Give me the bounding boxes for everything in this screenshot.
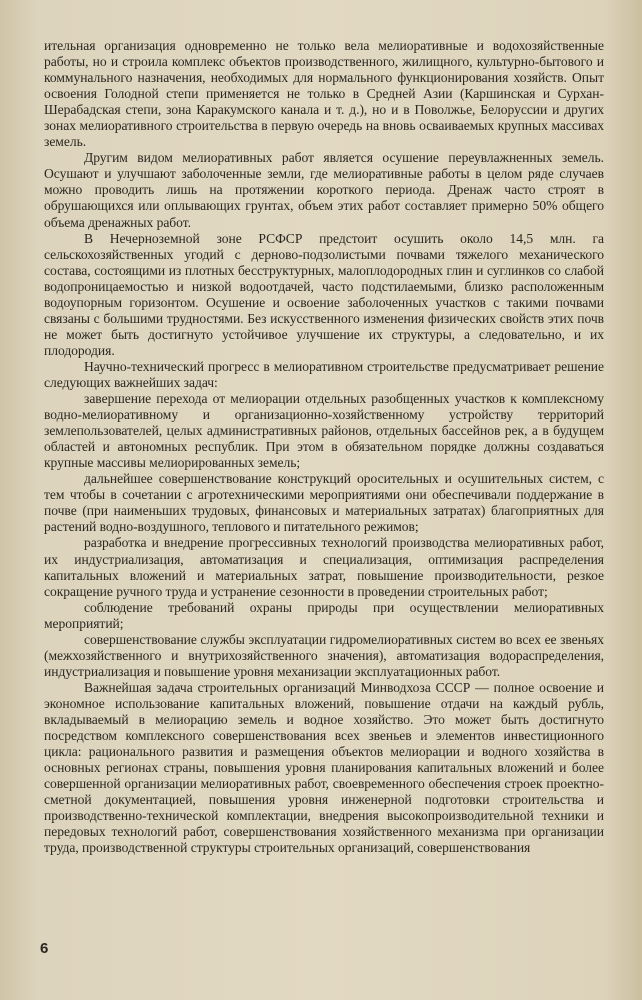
paragraph-continuation: ительная организация одновременно не только вела мелиоративные и водохозяйственные работы, но и строила комплекс объектов производственного, жилищного, культурно-бытового и коммунального назначения, необходимых для нормального функционирования хозяйств. Опыт освоения Голодной степи применяется не только в Средней Азии (Каршинская и Сурхан-Шерабадская степи, зона Каракумского канала и т. д.), но и в Поволжье, Белоруссии и других зонах мелиоративного строительства в первую очередь на вновь осваиваемых крупных массивах земель.: [44, 38, 604, 150]
page-number: 6: [40, 940, 49, 957]
list-item-nature-protection: соблюдение требований охраны природы при осуществлении мелиоративных мероприятий;: [44, 599, 604, 631]
paragraph-main-task: Важнейшая задача строительных организаций Минводхоза СССР — полное освоение и экономное использование капитальных вложений, повышение отдачи на каждый рубль, вкладываемый в мелиорацию земель и водное хозяйство. Это может быть достигнуто посредством комплексного совершенствования всех звеньев и элементов инвестиционного цикла: рационального развития и размещения объектов мелиорации и водного хозяйства в основных регионах страны, повышения уровня планирования капитальных вложений и более совершенной организации мелиоративных работ, своевременного обеспечения строек проектно-сметной документацией, повышения уровня инженерной подготовки строительства и производственно-технической комплектации, внедрения высокопроизводительной техники и передовых технологий работ, совершенствования хозяйственного механизма при организации труда, производственной структуры строительных организаций, совершенствования: [44, 679, 604, 856]
list-item-technologies: разработка и внедрение прогрессивных технологий производства мелиоративных работ, их индустриализация, автоматизация и специализация, оптимизация распределения капитальных вложений и материальных затрат, повышение производительности, резкое сокращение ручного труда и устранение сезонности в проведении строительных работ;: [44, 535, 604, 599]
page-body-text: [44, 38, 604, 856]
paragraph-drainage: Другим видом мелиоративных работ является осушение переувлажненных земель. Осушают и улучшают заболоченные земли, где мелиоративные работы в целом ряде случаев можно проводить лишь на протяжении короткого периода. Дренаж часто строят в обрушающихся или оплывающих грунтах, объем этих работ составляет примерно 50% общего объема дренажных работ.: [44, 150, 604, 230]
paragraph-non-black-earth-zone: В Нечерноземной зоне РСФСР предстоит осушить около 14,5 млн. га сельскохозяйственных угодий с дерново-подзолистыми почвами тяжелого механического состава, состоящими из плотных бесструктурных, малоплодородных глин и суглинков со слабой водопроницаемостью и низкой водоотдачей, часто подстилаемыми, близко расположенным водоупорным горизонтом. Осушение и освоение заболоченных участков с такими почвами связаны с большими трудностями. Без искусственного изменения физических свойств этих почв не может быть достигнуто устойчивое улучшение их структуры, а следовательно, и их плодородия.: [44, 230, 604, 358]
paragraph-scientific-progress: Научно-технический прогресс в мелиоративном строительстве предусматривает решение следующих важнейших задач:: [44, 358, 604, 390]
list-item-complex-reclamation: завершение перехода от мелиорации отдельных разобщенных участков к комплексному водно-мелиоративному и организационно-хозяйственному устройству территорий землепользователей, целых административных районов, отдельных бассейнов рек, а в будущем областей и автономных республик. При этом в обязательном порядке должны создаваться крупные массивы мелиорированных земель;: [44, 391, 604, 471]
list-item-system-design: дальнейшее совершенствование конструкций оросительных и осушительных систем, с тем чтобы в сочетании с агротехническими мероприятиями они обеспечивали поддержание в почве (при наименьших трудовых, финансовых и материальных затратах) благоприятных для растений водно-воздушного, теплового и питательного режимов;: [44, 471, 604, 535]
list-item-operation-service: совершенствование службы эксплуатации гидромелиоративных систем во всех ее звеньях (межхозяйственного и внутрихозяйственного значения), автоматизация водораспределения, индустриализация и повышение уровня механизации эксплуатационных работ.: [44, 631, 604, 679]
